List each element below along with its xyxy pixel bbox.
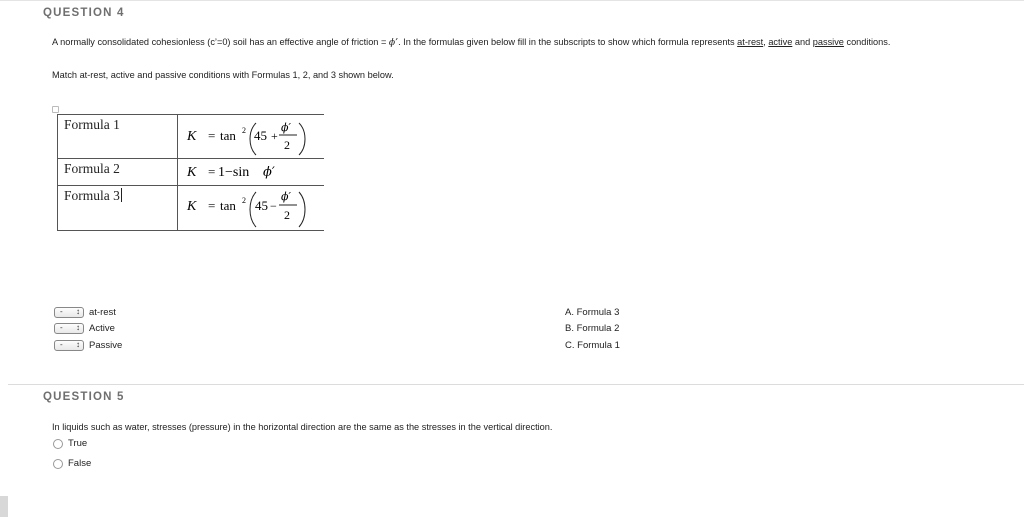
eq1-right-paren [299, 123, 305, 155]
false-radio[interactable] [53, 459, 63, 469]
active-label: Active [89, 323, 115, 334]
true-label: True [68, 438, 88, 449]
question-divider [8, 384, 1024, 385]
eq2-phi: ϕ′ [263, 165, 275, 180]
formula-3-svg [178, 186, 324, 228]
at-rest-select-value: - [60, 307, 63, 316]
eq2-k: K [187, 165, 197, 180]
eq1-phi: ϕ′ [281, 121, 291, 134]
answer-option-b: B. Formula 2 [565, 323, 620, 334]
question-4-header: QUESTION 4 [43, 7, 125, 19]
question-5-header: QUESTION 5 [43, 391, 125, 403]
eq1-k: K [187, 129, 197, 144]
formula-table [57, 114, 324, 231]
active-select[interactable] [54, 323, 84, 334]
eq2-equals: = [208, 164, 216, 179]
eq3-phi: ϕ′ [281, 190, 291, 203]
formula-row-3 [58, 186, 325, 231]
eq3-45: 45 [255, 198, 268, 213]
active-select-value: - [60, 323, 63, 332]
false-label: False [68, 458, 92, 469]
eq3-two: 2 [284, 208, 290, 222]
formula-1-equation [178, 115, 325, 159]
updown-arrows-icon: ↕ [76, 340, 80, 349]
image-marker-icon [52, 106, 59, 113]
updown-arrows-icon: ↕ [76, 323, 80, 332]
formula-2-equation [178, 159, 325, 186]
eq1-45: 45 [254, 128, 267, 143]
at-rest-link[interactable]: at-rest [737, 37, 764, 47]
active-link[interactable]: active [768, 37, 793, 47]
phi-symbol: ϕ’ [388, 37, 399, 48]
formula-3-label[interactable] [58, 186, 178, 231]
eq3-tan: tan [220, 198, 236, 213]
formula-1-svg [178, 115, 324, 156]
page-edge-bar [0, 496, 8, 517]
q4-sep1: , [763, 37, 769, 47]
eq1-equals: = [208, 128, 216, 143]
eq2-one-minus-sin: 1−sin [218, 165, 250, 180]
passive-select[interactable] [54, 340, 84, 351]
eq1-tan: tan [220, 128, 236, 143]
answer-option-a: A. Formula 3 [565, 307, 620, 318]
eq3-equals: = [208, 198, 216, 213]
eq3-minus: − [270, 199, 277, 213]
formula-2-label: Formula 2 [58, 159, 178, 186]
eq3-right-paren [299, 192, 305, 227]
q4-text-part2: . In the formulas given below fill in the subscripts to show which formula represents [398, 37, 738, 47]
question-5-text: In liquids such as water, stresses (pressure) in the horizontal direction are the same as the stresses in the vertical direction. [52, 422, 553, 432]
q4-text-end: conditions. [843, 37, 891, 47]
eq3-square: 2 [242, 196, 246, 205]
eq1-plus: + [271, 129, 278, 143]
answer-option-c: C. Formula 1 [565, 340, 620, 351]
passive-label: Passive [89, 340, 123, 351]
true-radio[interactable] [53, 439, 63, 449]
top-border [0, 0, 1024, 1]
at-rest-label: at-rest [89, 307, 116, 318]
at-rest-select[interactable] [54, 307, 84, 318]
passive-select-value: - [60, 340, 63, 349]
q4-sep2: and [792, 37, 813, 47]
formula-row-2 [58, 159, 325, 186]
question-4-instruction: Match at-rest, active and passive conditions with Formulas 1, 2, and 3 shown below. [52, 70, 394, 80]
passive-link[interactable]: passive [812, 37, 844, 47]
updown-arrows-icon: ↕ [76, 307, 80, 316]
formula-3-equation [178, 186, 325, 231]
q4-text-part1: A normally consolidated cohesionless (c’=0) soil has an effective angle of friction = [52, 37, 389, 47]
eq1-square: 2 [242, 126, 246, 135]
formula-3-label-text: Formula 3 [64, 188, 120, 203]
question-4-text [52, 37, 890, 48]
formula-2-svg [178, 159, 324, 183]
eq1-two: 2 [284, 138, 290, 152]
text-cursor [121, 188, 122, 202]
formula-1-label: Formula 1 [58, 115, 178, 159]
formula-row-1 [58, 115, 325, 159]
eq3-k: K [187, 199, 197, 214]
